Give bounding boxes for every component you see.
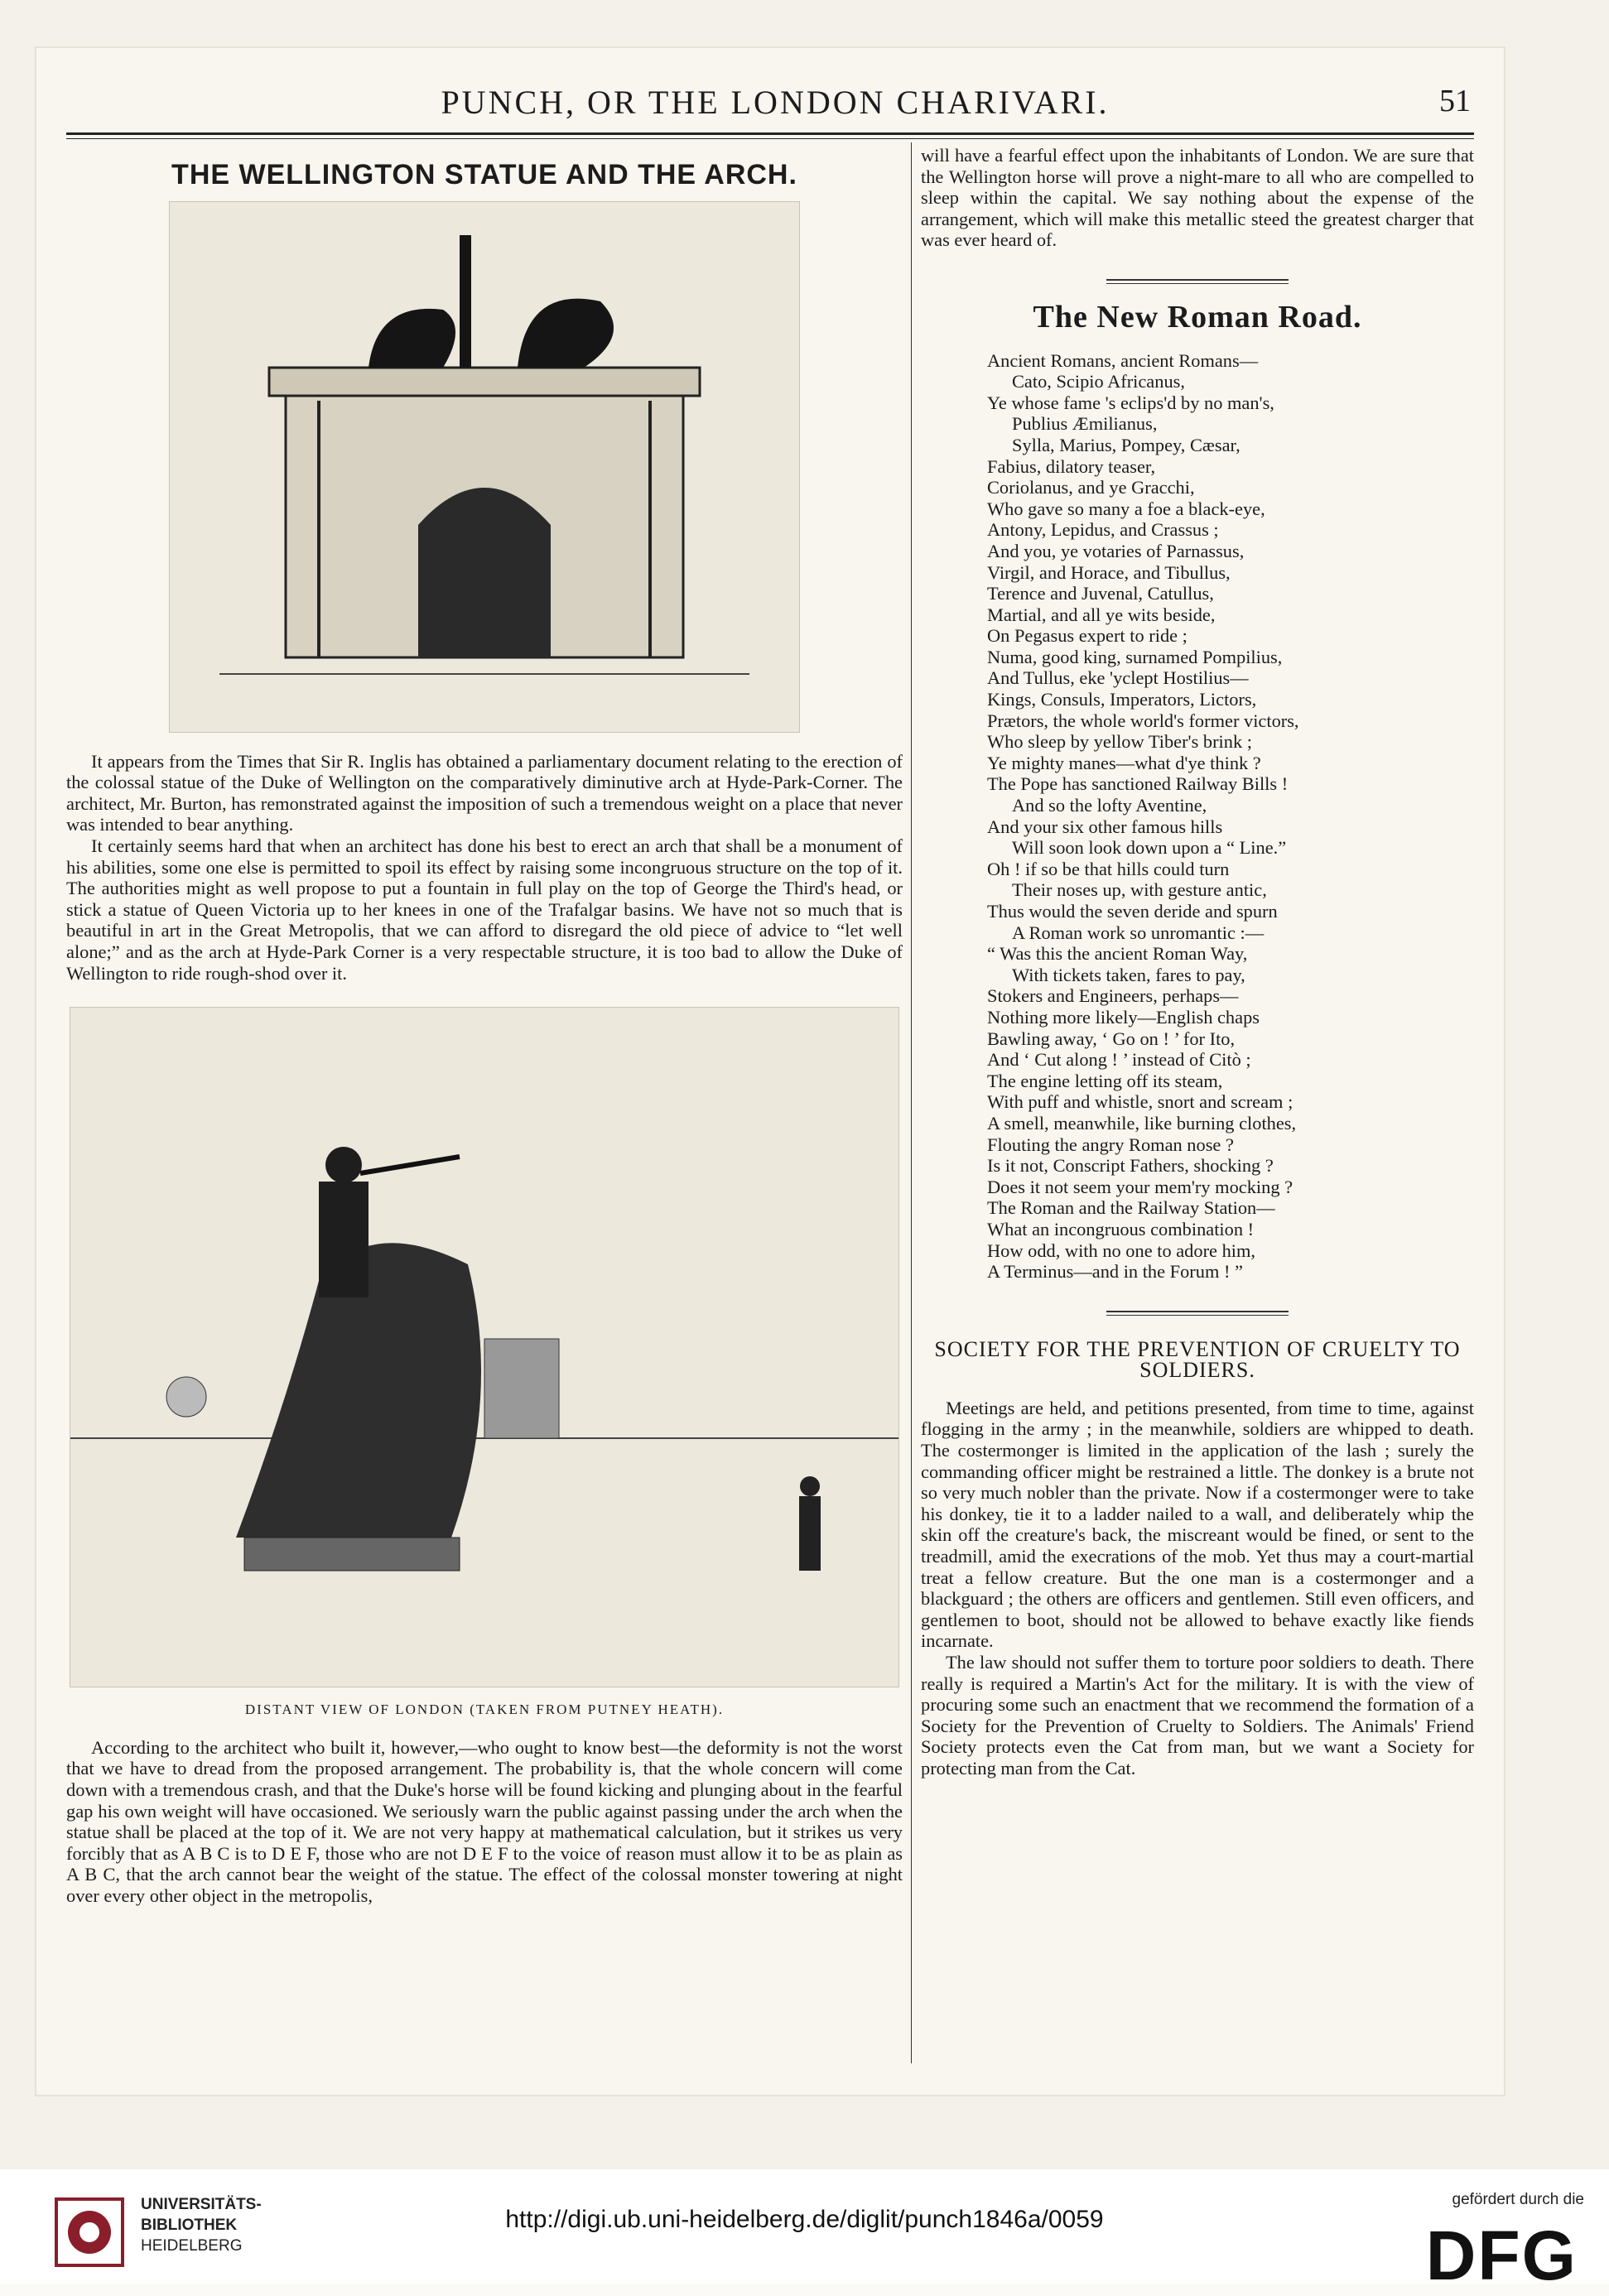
poem-line: On Pegasus expert to ride ; (987, 625, 1187, 647)
society-paragraph-1: Meetings are held, and petitions presented, from time to time, against flogging in the army ; in the meanwhile, soldiers are whipped to death. The costermonger is limited in the application of the lash ; surely the commanding officer might be restrained a little. The donkey is a brute not so very much nobler than the private. Now if a costermonger were to take his donkey, tie it to a ladder nailed to a wall, and deliberately whip the skin off the creature's back, the miscreant would be fined, or sent to the treadmill, amid the execrations of the mob. Yet thus may a court-martial treat a fellow creature. But the one man is a costermonger and a blackguard ; the others are officers and gentlemen. Still even officers, and gentlemen to boot, should not be allowed to behave exactly like fiends incarnate. (921, 1397, 1474, 1652)
poem-line: Numa, good king, surnamed Pompilius, (987, 646, 1283, 667)
ub-line-2: BIBLIOTHEK (141, 2217, 238, 2234)
column-divider (911, 142, 912, 2063)
page-header (79, 83, 1471, 132)
poem-line: Prætors, the whole world's former victors, (987, 710, 1299, 731)
source-url-link[interactable]: http://digi.ub.uni-heidelberg.de/diglit/punch1846a/0059 (505, 2206, 1104, 2233)
poem-line: Bawling away, ‘ Go on ! ’ for Ito, (987, 1028, 1236, 1049)
poem-line: The Pope has sanctioned Railway Bills ! (987, 773, 1289, 795)
poem-line: Ancient Romans, ancient Romans— (987, 349, 1259, 371)
right-column (921, 145, 1474, 1779)
poem-line: Martial, and all ye wits beside, (987, 604, 1216, 625)
poem (921, 350, 1474, 1283)
poem-line: The Roman and the Railway Station— (987, 1197, 1275, 1219)
london-view-illustration (70, 1007, 899, 1687)
section-separator (1106, 279, 1289, 284)
poem-line: Coriolanus, and ye Gracchi, (987, 477, 1195, 498)
poem-line: And your six other famous hills (987, 816, 1223, 837)
poem-line: And so the lofty Aventine, (1012, 795, 1207, 816)
left-column (66, 145, 903, 1906)
poem-line: Cato, Scipio Africanus, (1012, 371, 1185, 392)
poem-line: Kings, Consuls, Imperators, Lictors, (987, 689, 1257, 710)
running-title: PUNCH, OR THE LONDON CHARIVARI. (441, 84, 1110, 121)
poem-line: The engine letting off its steam, (987, 1070, 1223, 1091)
society-paragraph-2: The law should not suffer them to torture poor soldiers to death. There really is required a Martin's Act for the military. It is with the view of procuring some such an enactment that we recommend the formation of a Society for the Prevention of Cruelty to Soldiers. The Animals' Friend Society protects even the Cat from man, but we want a Society for protecting man from the Cat. (921, 1652, 1474, 1779)
poem-line: Terence and Juvenal, Catullus, (987, 583, 1214, 604)
poem-line: Who gave so many a foe a black-eye, (987, 498, 1265, 519)
article-paragraph-3: According to the architect who built it, however,—who ought to know best—the deformity is not the worst that we have to dread from the proposed arrangement. The probability is, that the whole concern will come down with a tremendous crash, and that the Duke's horse will be found kicking and plunging about in the fearful gap his own weight will have occasioned. We seriously warn the public against passing under the arch when the statue shall be placed at the top of it. We are not very happy at mathematical calculation, but it strikes us very forcibly that as A B C is to D E F, those who are not D E F to the voice of reason must allow it to be as plain as A B C, that the arch cannot bear the weight of the statue. The effect of the colossal monster towering at night over every other object in the metropolis, (66, 1736, 903, 1906)
ub-line-3: HEIDELBERG (141, 2237, 243, 2255)
article-title: THE WELLINGTON STATUE AND THE ARCH. (171, 159, 797, 190)
poem-line: Virgil, and Horace, and Tibullus, (987, 561, 1231, 583)
header-rule-thin (66, 138, 1474, 139)
poem-line: How odd, with no one to adore him, (987, 1239, 1255, 1261)
poem-line: Fabius, dilatory teaser, (987, 455, 1156, 477)
poem-line: Is it not, Conscript Fathers, shocking ? (987, 1155, 1274, 1177)
poem-line: What an incongruous combination ! (987, 1218, 1255, 1239)
header-rule (66, 132, 1474, 135)
poem-line: And ‘ Cut along ! ’ instead of Citò ; (987, 1049, 1251, 1071)
putney-heath-engraving (70, 1008, 898, 1687)
page-number: 51 (1439, 84, 1471, 118)
ub-line-1: UNIVERSITÄTS- (141, 2196, 262, 2213)
poem-line: Sylla, Marius, Pompey, Cæsar, (1012, 434, 1240, 455)
arch-engraving (170, 202, 799, 732)
poem-line: Who sleep by yellow Tiber's brink ; (987, 731, 1252, 753)
poem-line: A Roman work so unromantic :— (1012, 922, 1265, 943)
wellington-arch-illustration (169, 201, 800, 733)
section-separator-2 (1106, 1311, 1289, 1316)
poem-line: With tickets taken, fares to pay, (1012, 964, 1245, 985)
poem-line: Thus would the seven deride and spurn (987, 901, 1278, 922)
poem-line: Nothing more likely—English chaps (987, 1006, 1260, 1028)
continuation-paragraph: will have a fearful effect upon the inhabitants of London. We are sure that the Wellington horse will prove a night-mare to all who are compelled to sleep within the capital. We say nothing about the expense of the arrangement, which will make this metallic steed the greatest charger that was ever heard of. (921, 145, 1474, 251)
poem-line: And you, ye votaries of Parnassus, (987, 540, 1245, 561)
poem-line: “ Was this the ancient Roman Way, (987, 943, 1248, 965)
funding-note: gefördert durch die (1452, 2191, 1584, 2208)
poem-line: Stokers and Engineers, perhaps— (987, 985, 1239, 1007)
poem-line: Oh ! if so be that hills could turn (987, 858, 1230, 879)
poem-line: Ye whose fame 's eclips'd by no man's, (987, 392, 1274, 413)
poem-line: With puff and whistle, snort and scream ; (987, 1091, 1293, 1113)
society-title: SOCIETY FOR THE PREVENTION OF CRUELTY TO SOLDIERS. (934, 1336, 1461, 1383)
article-paragraph-1: It appears from the Times that Sir R. Inglis has obtained a parliamentary document relating to the erection of the colossal statue of the Duke of Wellington on the comparatively diminutive arch at Hyde-Park-Corner. The architect, Mr. Burton, has remonstrated against the imposition of such a tremendous weight on a place that never was intended to bear anything. (66, 750, 903, 835)
poem-line: A Terminus—and in the Forum ! ” (987, 1261, 1243, 1283)
poem-line: Flouting the angry Roman nose ? (987, 1134, 1234, 1155)
poem-line: Their noses up, with gesture antic, (1012, 879, 1267, 901)
poem-line: Ye mighty manes—what d'ye think ? (987, 752, 1261, 773)
poem-line: Will soon look down upon a “ Line.” (1012, 837, 1287, 859)
article-paragraph-2: It certainly seems hard that when an architect has done his best to erect an arch that shall be a monument of his abilities, some one else is permitted to spoil its effect by raising some incongruous structure on the top of it. The authorities might as well propose to put a fountain in full play on the top of George the Third's head, or stick a statue of Queen Victoria up to her knees in one of the Trafalgar basins. We have not so much that is beautiful in art in the Great Metropolis, that we can afford to disregard the old piece of advice to “let well alone;” and as the arch at Hyde-Park Corner is a very respectable structure, it is too bad to allow the Duke of Wellington to ride rough-shod over it. (66, 835, 903, 984)
poem-line: A smell, meanwhile, like burning clothes, (987, 1112, 1297, 1134)
poem-line: Does it not seem your mem'ry mocking ? (987, 1176, 1293, 1197)
illustration-caption: DISTANT VIEW OF LONDON (TAKEN FROM PUTNEY HEATH). (244, 1702, 725, 1718)
poem-line: Publius Æmilianus, (1012, 413, 1158, 435)
dfg-logo: DFG (1425, 2217, 1578, 2294)
poem-title: The New Roman Road. (1033, 299, 1362, 335)
poem-line: And Tullus, eke 'yclept Hostilius— (987, 667, 1249, 689)
poem-line: Antony, Lepidus, and Crassus ; (987, 519, 1219, 541)
